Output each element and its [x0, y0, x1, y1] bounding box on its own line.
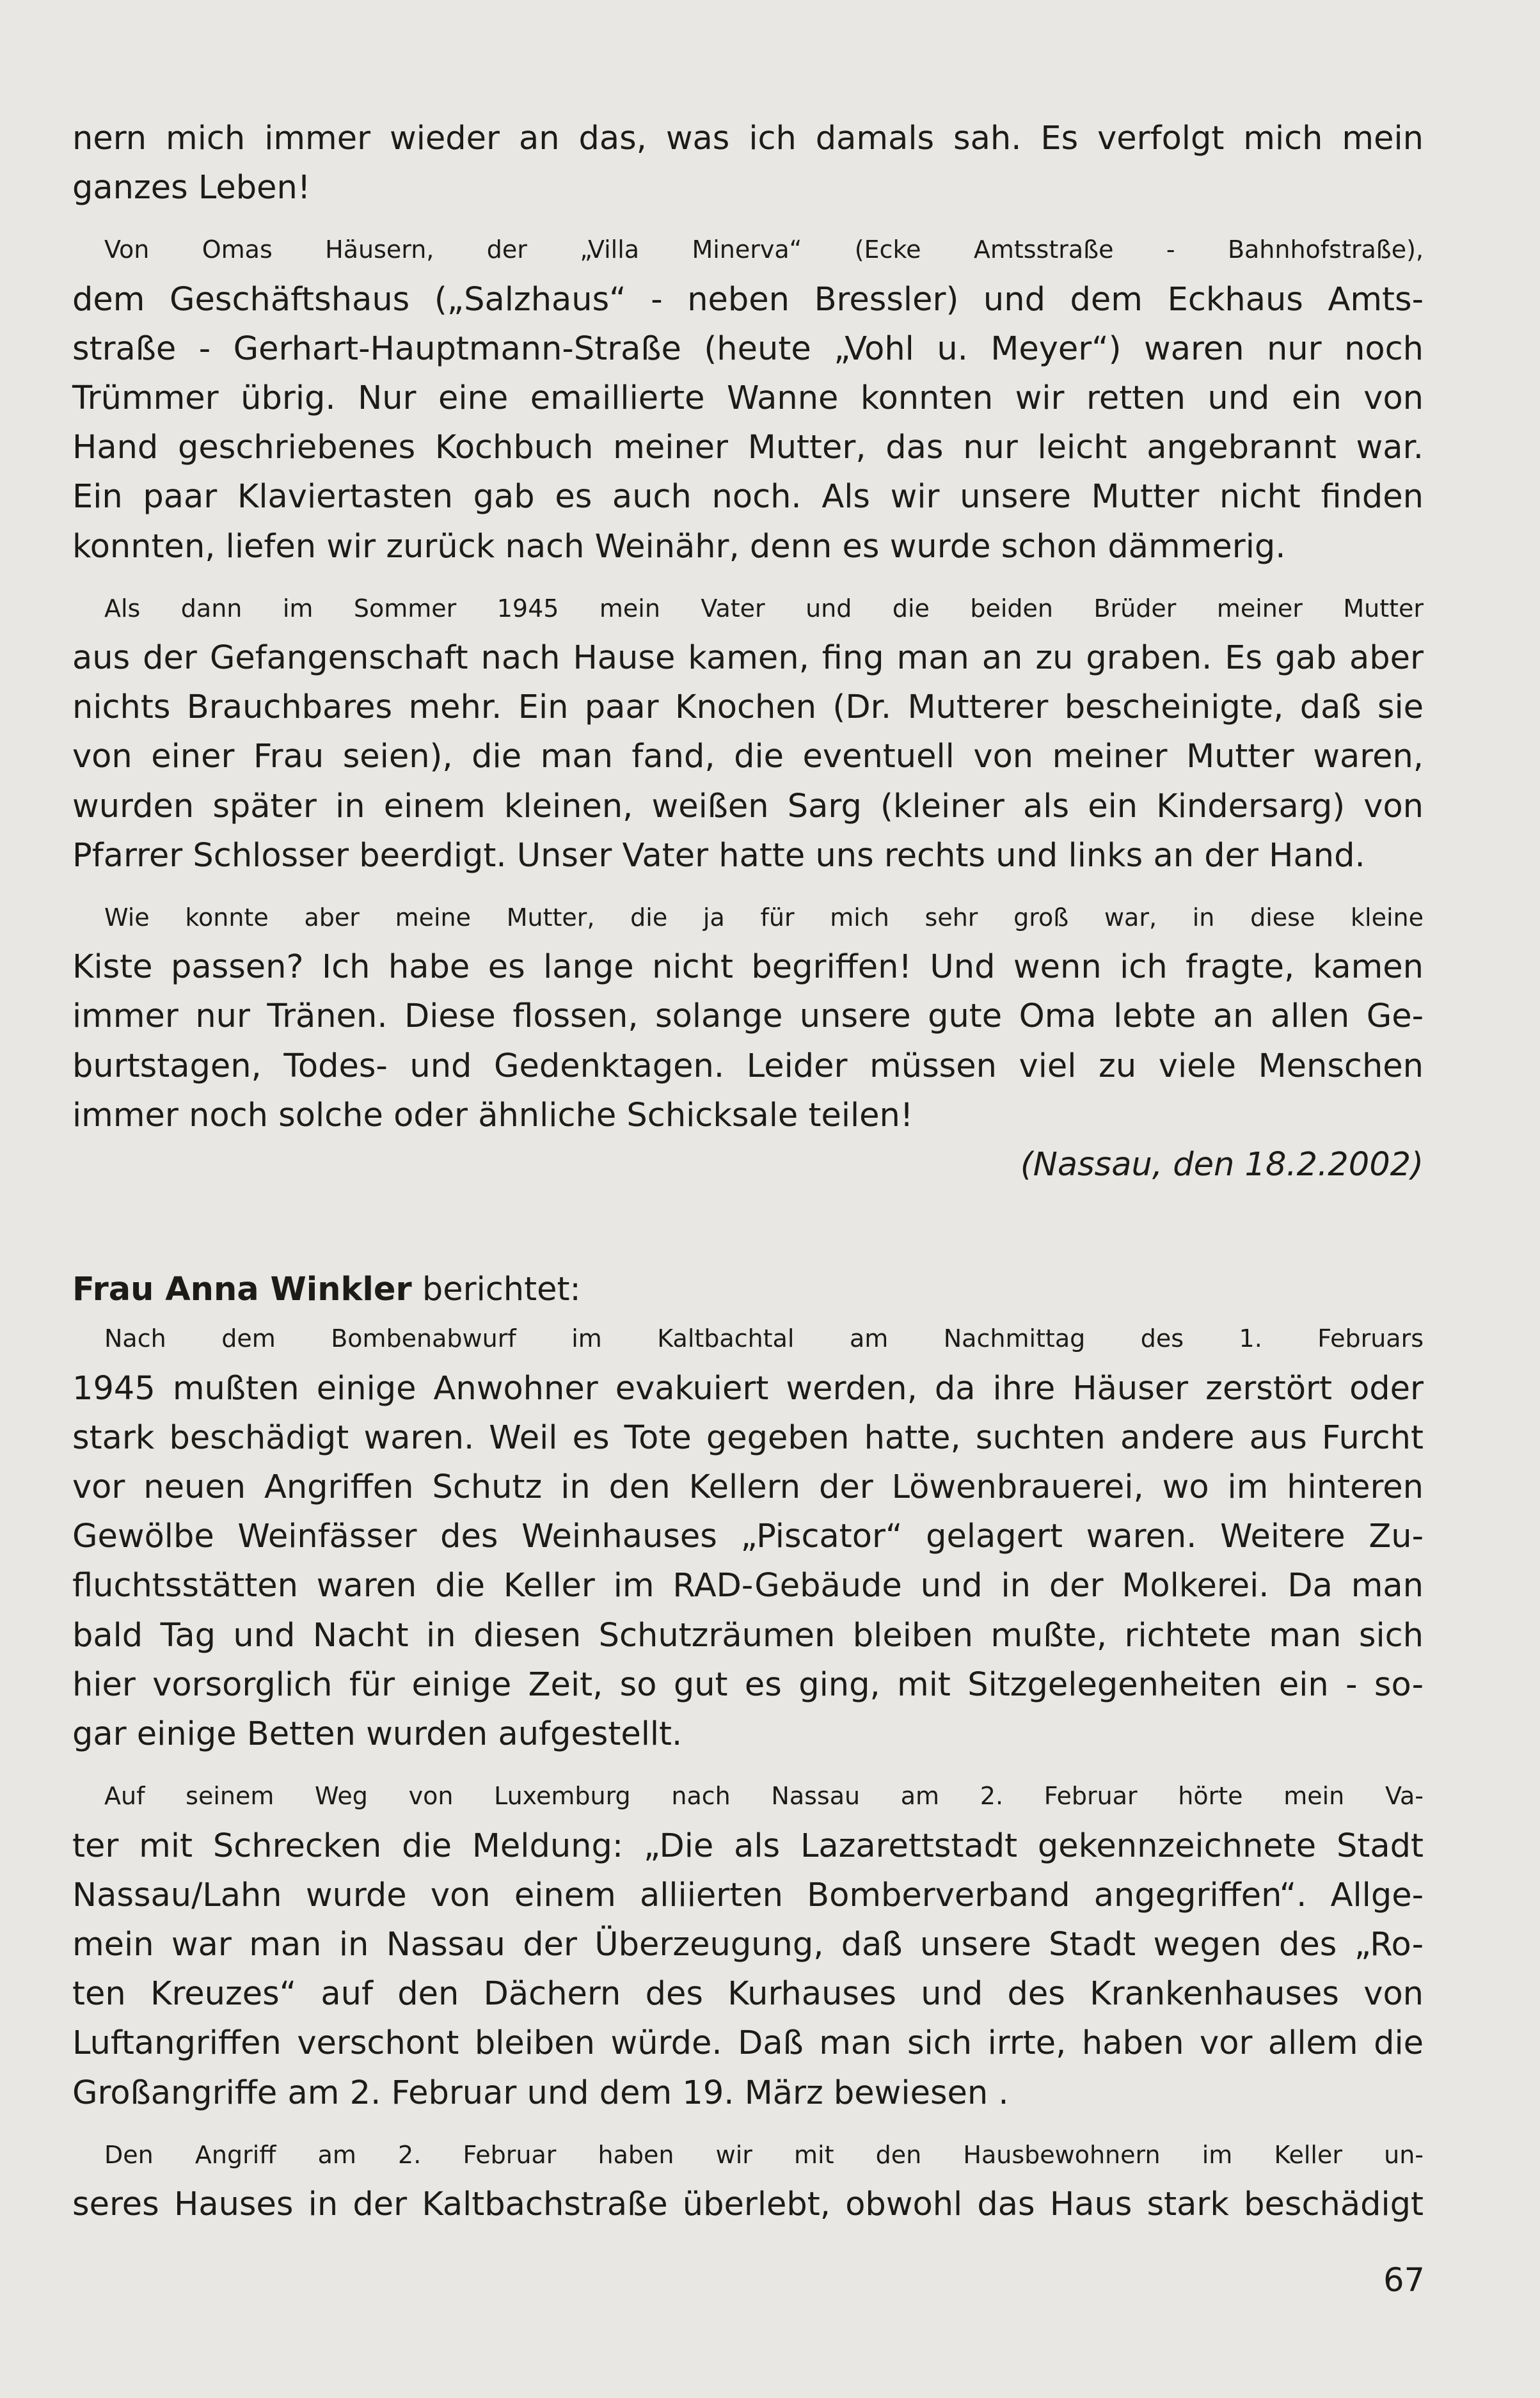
text-line: Nassau/Lahn wurde von einem alliierten Bomberverband angegriffen“. Allge-: [72, 1876, 1424, 1914]
paragraph-6: [72, 1772, 1424, 2117]
paragraph-4: [72, 893, 1424, 1140]
section-top: [72, 114, 1424, 1189]
text-line: immer noch solche oder ähnliche Schicksale teilen!: [72, 1096, 914, 1134]
text-line: ten Kreuzes“ auf den Dächern des Kurhauses und des Krankenhauses von: [72, 1975, 1424, 2013]
text-line: Ein paar Klaviertasten gab es auch noch. Als wir unsere Mutter nicht finden: [72, 478, 1424, 516]
text-line: dem Geschäftshaus („Salzhaus“ - neben Bressler) und dem Eckhaus Amts-: [72, 280, 1424, 319]
speaker-verb: berichtet:: [411, 1271, 581, 1309]
text-line: aus der Gefangenschaft nach Hause kamen, fing man an zu graben. Es gab aber: [72, 639, 1424, 678]
text-line: nichts Brauchbares mehr. Ein paar Knochen (Dr. Mutterer bescheinigte, daß sie: [72, 688, 1424, 727]
text-line: 1945 mußten einige Anwohner evakuiert werden, da ihre Häuser zerstört oder: [72, 1369, 1424, 1408]
paragraph-2: [72, 225, 1424, 571]
text-line: Luftangriffen verschont bleiben würde. Daß man sich irrte, haben vor allem die: [72, 2024, 1424, 2063]
text-line: burtstagen, Todes- und Gedenktagen. Leider müssen viel zu viele Menschen: [72, 1047, 1424, 1085]
text-line: straße - Gerhart-Hauptmann-Straße (heute „Vohl u. Meyer“) waren nur noch: [72, 330, 1424, 368]
text-line: Trümmer übrig. Nur eine emaillierte Wanne konnten wir retten und ein von: [72, 379, 1424, 418]
text-line: Nach dem Bombenabwurf im Kaltbachtal am Nachmittag des 1. Februars: [104, 1324, 1424, 1353]
section-bottom: [72, 1314, 1424, 2229]
page-body: [72, 114, 1424, 2353]
text-line: hier vorsorglich für einige Zeit, so gut es ging, mit Sitzgelegenheiten ein - so-: [72, 1665, 1424, 1704]
paragraph-7: [72, 2131, 1424, 2229]
text-line: mein war man in Nassau der Überzeugung, daß unsere Stadt wegen des „Ro-: [72, 1925, 1424, 1964]
text-line: Großangriffe am 2. Februar und dem 19. März bewiesen .: [72, 2074, 1009, 2112]
text-line: Auf seinem Weg von Luxemburg nach Nassau am 2. Februar hörte mein Va-: [104, 1782, 1424, 1811]
paragraph-5: [72, 1314, 1424, 1759]
text-line: seres Hauses in der Kaltbachstraße überlebt, obwohl das Haus stark beschädigt: [72, 2185, 1424, 2223]
paragraph-1: [72, 114, 1424, 212]
speaker-heading: [72, 1265, 1424, 1314]
text-line: konnten, liefen wir zurück nach Weinähr, denn es wurde schon dämmerig.: [72, 527, 1286, 566]
page-number: 67: [1383, 2262, 1425, 2299]
text-line: bald Tag und Nacht in diesen Schutzräumen bleiben mußte, richtete man sich: [72, 1616, 1424, 1655]
text-line: Von Omas Häusern, der „Villa Minerva“ (Ecke Amtsstraße - Bahnhofstraße),: [104, 235, 1424, 264]
text-line: wurden später in einem kleinen, weißen Sarg (kleiner als ein Kindersarg) von: [72, 787, 1424, 825]
text-line: Pfarrer Schlosser beerdigt. Unser Vater hatte uns rechts und links an der Hand.: [72, 836, 1365, 875]
text-line: Wie konnte aber meine Mutter, die ja für mich sehr groß war, in diese kleine: [104, 903, 1424, 932]
paragraph-3: [72, 584, 1424, 880]
text-line: Den Angriff am 2. Februar haben wir mit den Hausbewohnern im Keller un-: [104, 2140, 1424, 2169]
text-line: Hand geschriebenes Kochbuch meiner Mutter, das nur leicht angebrannt war.: [72, 429, 1424, 467]
text-line: Kiste passen? Ich habe es lange nicht begriffen! Und wenn ich fragte, kamen: [72, 948, 1424, 987]
text-line: nern mich immer wieder an das, was ich damals sah. Es verfolgt mich mein: [72, 120, 1424, 157]
text-line: Als dann im Sommer 1945 mein Vater und die beiden Brüder meiner Mutter: [104, 594, 1424, 623]
text-line: ter mit Schrecken die Meldung: „Die als Lazarettstadt gekennzeichnete Stadt: [72, 1827, 1424, 1865]
text-line: ganzes Leben!: [72, 169, 311, 207]
date-line: (Nassau, den 18.2.2002): [1020, 1146, 1424, 1184]
speaker-name: Frau Anna Winkler: [72, 1271, 412, 1309]
text-line: gar einige Betten wurden aufgestellt.: [72, 1715, 683, 1754]
text-line: von einer Frau seien), die man fand, die eventuell von meiner Mutter waren,: [72, 738, 1424, 776]
text-line: fluchtsstätten waren die Keller im RAD-Gebäude und in der Molkerei. Da man: [72, 1567, 1424, 1605]
text-line: immer nur Tränen. Diese flossen, solange unsere gute Oma lebte an allen Ge-: [72, 997, 1424, 1036]
text-line: Gewölbe Weinfässer des Weinhauses „Piscator“ gelagert waren. Weitere Zu-: [72, 1518, 1424, 1556]
text-line: vor neuen Angriffen Schutz in den Kellern der Löwenbrauerei, wo im hinteren: [72, 1468, 1424, 1507]
text-line: stark beschädigt waren. Weil es Tote gegeben hatte, suchten andere aus Furcht: [72, 1418, 1424, 1457]
